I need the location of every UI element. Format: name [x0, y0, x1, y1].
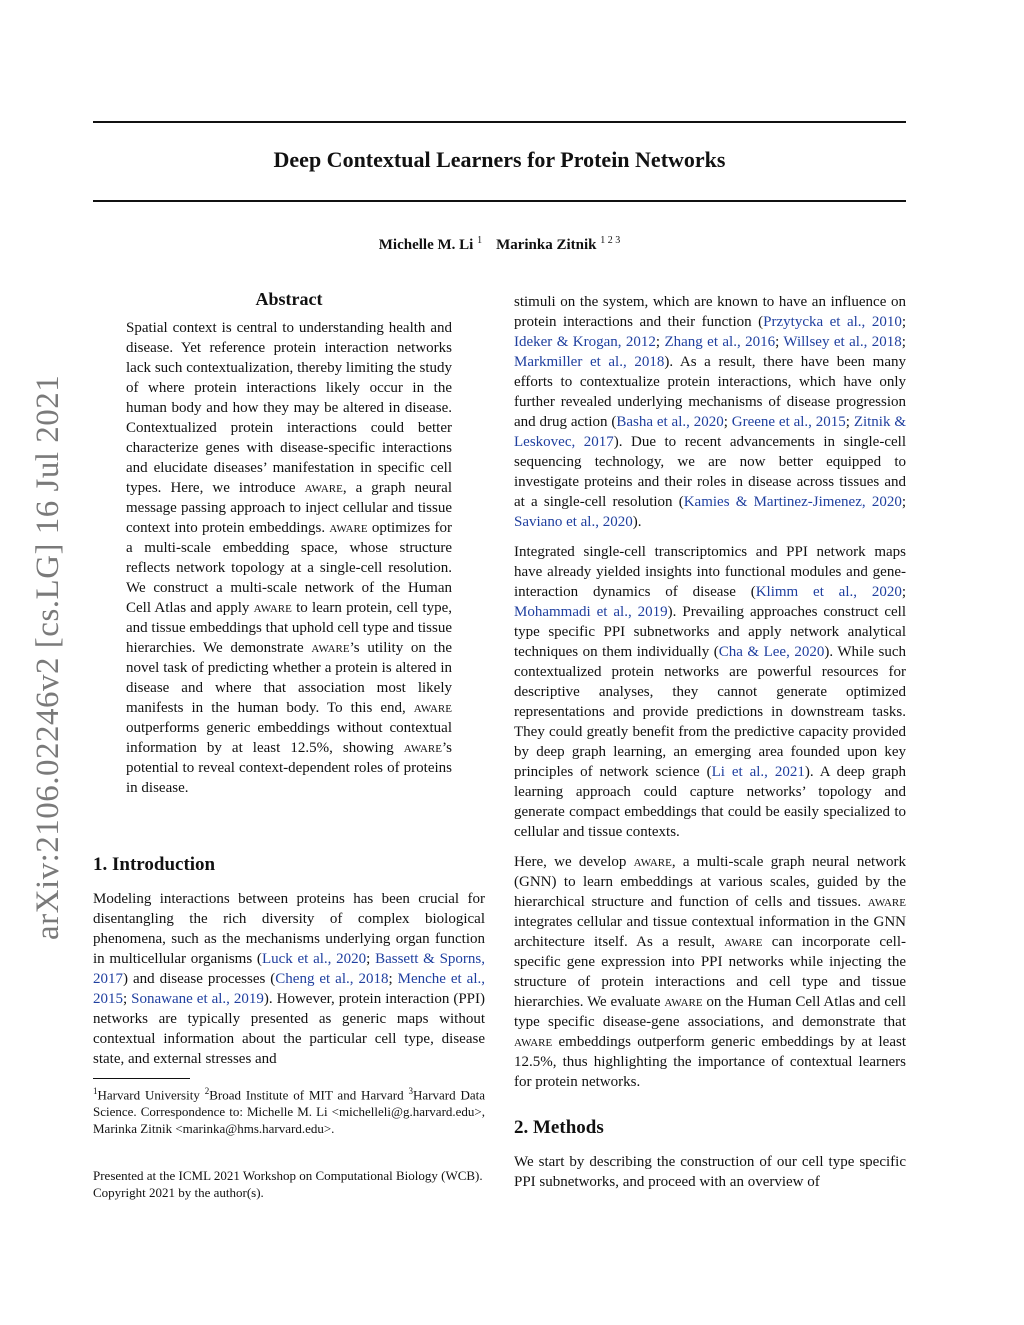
text-run: ). As a result, there have been many efforts to contextualize protein interactions, which have only further revealed underlying mechanisms of disease progression and drug action ( [514, 354, 906, 430]
text-run: Integrated single-cell transcriptomics and PPI network maps have already yielded insights into functional modules and gene-interaction dynamics of disease ( [514, 544, 906, 600]
text-run: ; [123, 991, 132, 1007]
affiliation-text: Broad Institute of MIT and Harvard [209, 1087, 409, 1103]
method-name: aware [311, 640, 350, 656]
presented-note: Presented at the ICML 2021 Workshop on Computational Biology (WCB). Copyright 2021 by the author(s). [93, 1168, 483, 1200]
text-run: We start by describing the construction of our cell type specific PPI subnetworks, and proceed with an overview of [514, 1154, 906, 1190]
text-run: on the Human Cell Atlas and cell type specific disease-gene associations, and demonstrate that [514, 994, 906, 1030]
footnote-marker: 2 [204, 1086, 210, 1096]
method-name: aware [253, 600, 292, 616]
paragraph [514, 852, 906, 1092]
text-run: integrates cellular and tissue contextual information in the GNN architecture itself. As a result, [514, 914, 906, 950]
paragraph [514, 542, 906, 842]
method-name: aware [867, 894, 906, 910]
text-run: can incorporate cell-specific gene expression into PPI networks while injecting the structure of protein interactions and cell type and tissue hierarchies. We evaluate [514, 934, 906, 1010]
text-run: ; [901, 314, 906, 330]
text-run: ’s potential to reveal context-dependent roles of proteins in disease. [126, 740, 452, 796]
section-heading-methods: 2. Methods [514, 1117, 604, 1138]
citation-link[interactable]: Kamies & Martinez-Jimenez, 2020 [683, 494, 902, 510]
text-run: ) and disease processes ( [123, 971, 276, 987]
paper-title: Deep Contextual Learners for Protein Networks [273, 147, 726, 172]
citation-link[interactable]: Basha et al., 2020 [616, 414, 724, 430]
citation-link[interactable]: Saviano et al., 2020 [514, 514, 633, 530]
affiliation-text: Harvard University [97, 1087, 205, 1103]
abstract-heading: Abstract [255, 289, 323, 309]
method-name: aware [403, 740, 442, 756]
citation-link[interactable]: Bassett & Sporns, 2017 [93, 951, 485, 987]
citation-link[interactable]: Mohammadi et al., 2019 [514, 604, 668, 620]
citation-link[interactable]: Klimm et al., 2020 [755, 584, 902, 600]
text-run: ). Prevailing approaches construct cell type specific PPI subnetworks and apply network analytical techniques on them individually ( [514, 604, 906, 660]
citation-link[interactable]: Cha & Lee, 2020 [718, 644, 825, 660]
text-run: ; [901, 494, 906, 510]
citation-link[interactable]: Li et al., 2021 [711, 764, 805, 780]
method-name: aware [724, 934, 763, 950]
text-run: ; [723, 414, 732, 430]
citation-link[interactable]: Zitnik & Leskovec, 2017 [514, 414, 906, 450]
citation-link[interactable]: Zhang et al., 2016 [664, 334, 776, 350]
citation-link[interactable]: Willsey et al., 2018 [783, 334, 902, 350]
text-run: ; [655, 334, 665, 350]
text-run: ’s utility on the novel task of predicting whether a protein is altered in disease and where that association most likely manifests in the human body. To this end, [126, 640, 452, 716]
text-run: Here, we develop [514, 854, 634, 870]
text-run: ). [632, 514, 642, 530]
affiliation-text: Harvard Data Science. Correspondence to: Michelle M. Li <michelleli@g.harvard.edu>, Marinka Zitnik <marinka@hms.harvard.edu>. [93, 1087, 485, 1137]
text-run: , a multi-scale graph neural network (GNN) to learn embeddings at various scales, guided by the hierarchical structure and function of cells and tissues. [514, 854, 906, 910]
text-run: ; [366, 951, 376, 967]
text-run: Modeling interactions between proteins has been crucial for disentangling the rich diversity of complex biological phenomena, such as the mechanisms underlying organ function in multicellular organisms ( [93, 891, 485, 967]
footnote-marker: 1 [93, 1086, 98, 1096]
footnote-marker: 3 [408, 1086, 413, 1096]
text-run: ). Due to recent advancements in single-cell sequencing technology, we are now better equipped to investigate proteins and their roles in disease across tissues and at a single-cell resolution ( [514, 434, 906, 510]
citation-link[interactable]: Sonawane et al., 2019 [131, 991, 264, 1007]
paragraph [514, 1152, 906, 1192]
top-rule [93, 121, 906, 123]
method-name: aware [664, 994, 703, 1010]
paragraph [93, 889, 485, 1069]
text-run: ; [775, 334, 784, 350]
text-run: ). However, protein interaction (PPI) networks are typically presented as generic maps without contextual information about the particular cell type, disease state, and external stresses and [93, 991, 485, 1067]
citation-link[interactable]: Luck et al., 2020 [261, 951, 367, 967]
author-line [93, 235, 906, 254]
footnote-rule [93, 1078, 190, 1079]
paragraph [514, 292, 906, 532]
citation-link[interactable]: Markmiller et al., 2018 [514, 354, 665, 370]
author-affiliation: 1 2 3 [600, 235, 621, 246]
method-name: aware [413, 700, 452, 716]
text-run: ). A deep graph learning approach could capture networks’ topology and generate compact embeddings that could be easily specialized to cellular and tissue contexts. [514, 764, 907, 840]
text-run: , a graph neural message passing approach to inject cellular and tissue context into protein embeddings. [126, 480, 452, 536]
author-name: Michelle M. Li [378, 237, 474, 253]
text-run: stimuli on the system, which are known to have an influence on protein interactions and their function ( [514, 294, 906, 330]
text-run: Spatial context is central to understanding health and disease. Yet reference protein interaction networks lack such contextualization, thereby limiting the study of where protein interactions likely occur in the human body and how they may be altered in disease. Contextualized protein interactions could better characterize genes with disease-specific interactions and elucidate diseases’ manifestation in specific cell types. Here, we introduce [126, 320, 452, 496]
citation-link[interactable]: Menche et al., 2015 [93, 971, 485, 1007]
text-run: embeddings outperform generic embeddings by at least 12.5%, thus highlighting the importance of contextual learners for protein networks. [514, 1034, 906, 1090]
author-name: Marinka Zitnik [496, 237, 597, 253]
citation-link[interactable]: Greene et al., 2015 [731, 414, 846, 430]
citation-link[interactable]: Przytycka et al., 2010 [763, 314, 902, 330]
footnote-affiliations [93, 1083, 485, 1137]
text-run: outperforms generic embeddings without contextual information by at least 12.5%, showing [126, 720, 452, 756]
author-affiliation: 1 [477, 235, 483, 246]
section-heading-introduction: 1. Introduction [93, 854, 216, 875]
title-bottom-rule [93, 200, 906, 202]
text-run: ; [388, 971, 398, 987]
text-run: ; [901, 584, 907, 600]
text-run: ). While such contextualized protein networks are powerful resources for descriptive analyses, they cannot generate optimized representations and provide predictions in downstream tasks. They could greatly benefit from the predictive capacity provided by deep graph learning, an emerging area founded upon key principles of network science ( [514, 644, 907, 780]
citation-link[interactable]: Cheng et al., 2018 [275, 971, 389, 987]
method-name: aware [514, 1034, 553, 1050]
text-run: optimizes for a multi-scale embedding space, whose structure reflects network topology at a single-cell resolution. We construct a multi-scale network of the Human Cell Atlas and apply [126, 520, 452, 616]
citation-link[interactable]: Ideker & Krogan, 2012 [514, 334, 656, 350]
method-name: aware [329, 520, 368, 536]
abstract-body [126, 318, 452, 798]
method-name: aware [304, 480, 343, 496]
text-run: ; [845, 414, 854, 430]
text-run: ; [901, 334, 906, 350]
method-name: aware [633, 854, 672, 870]
arxiv-stamp: arXiv:2106.02246v2 [cs.LG] 16 Jul 2021 [30, 374, 66, 940]
text-run: to learn protein, cell type, and tissue embeddings that uphold cell type and tissue hierarchies. We demonstrate [126, 600, 452, 656]
